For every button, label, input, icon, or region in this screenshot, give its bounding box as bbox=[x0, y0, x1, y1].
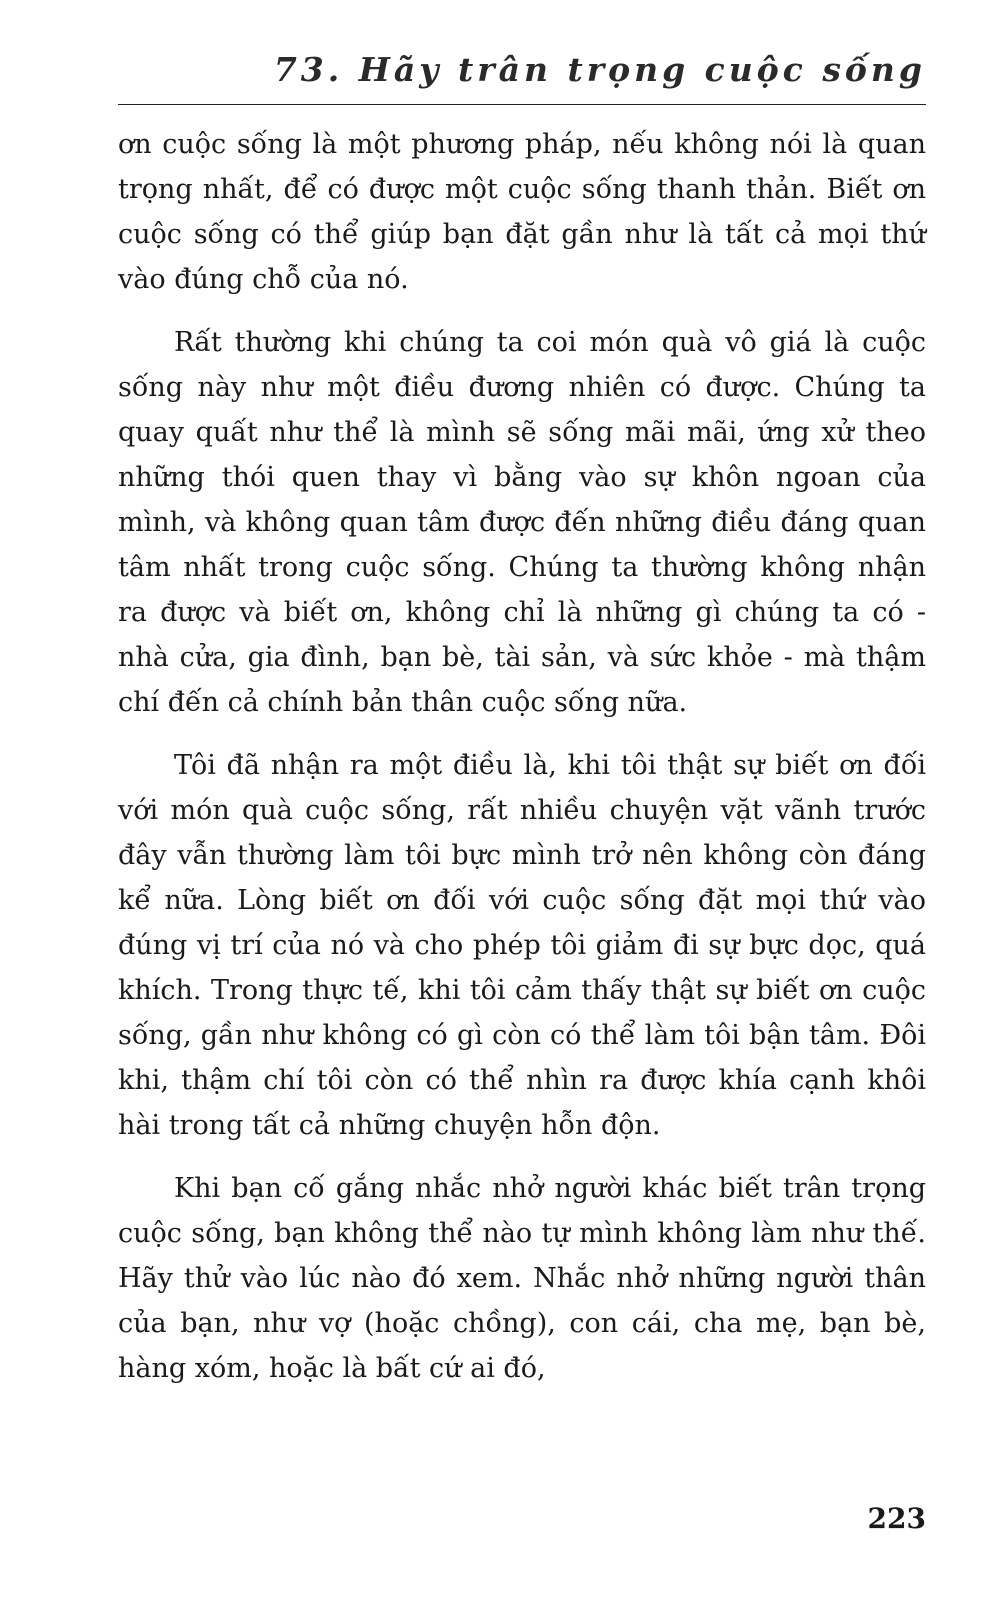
paragraph-continued: ơn cuộc sống là một phương pháp, nếu không nói là quan trọng nhất, để có được một cuộc sống thanh thản. Biết ơn cuộc sống có thể giúp bạn đặt gần như là tất cả mọi thứ vào đúng chỗ của nó. bbox=[118, 129, 926, 295]
running-header bbox=[118, 50, 926, 105]
paragraph: Tôi đã nhận ra một điều là, khi tôi thật sự biết ơn đối với món quà cuộc sống, rất nhiều chuyện vặt vãnh trước đây vẫn thường làm tôi bực mình trở nên không còn đáng kể nữa. Lòng biết ơn đối với cuộc sống đặt mọi thứ vào đúng vị trí của nó và cho phép tôi giảm đi sự bực dọc, quá khích. Trong thực tế, khi tôi cảm thấy thật sự biết ơn cuộc sống, gần như không có gì còn có thể làm tôi bận tâm. Đôi khi, thậm chí tôi còn có thể nhìn ra được khía cạnh khôi hài trong tất cả những chuyện hỗn độn. bbox=[118, 750, 926, 1141]
running-title: 73. Hãy trân trọng cuộc sống bbox=[273, 50, 926, 89]
paragraph: Khi bạn cố gắng nhắc nhở người khác biết trân trọng cuộc sống, bạn không thể nào tự mình không làm như thế. Hãy thử vào lúc nào đó xem. Nhắc nhở những người thân của bạn, như vợ (hoặc chồng), con cái, cha mẹ, bạn bè, hàng xóm, hoặc là bất cứ ai đó, bbox=[118, 1173, 926, 1384]
page-body bbox=[118, 122, 926, 1409]
paragraph: Rất thường khi chúng ta coi món quà vô giá là cuộc sống này như một điều đương nhiên có được. Chúng ta quay quất như thể là mình sẽ sống mãi mãi, ứng xử theo những thói quen thay vì bằng vào sự khôn ngoan của mình, và không quan tâm được đến những điều đáng quan tâm nhất trong cuộc sống. Chúng ta thường không nhận ra được và biết ơn, không chỉ là những gì chúng ta có - nhà cửa, gia đình, bạn bè, tài sản, và sức khỏe - mà thậm chí đến cả chính bản thân cuộc sống nữa. bbox=[118, 327, 926, 718]
page-number: 223 bbox=[867, 1502, 926, 1535]
